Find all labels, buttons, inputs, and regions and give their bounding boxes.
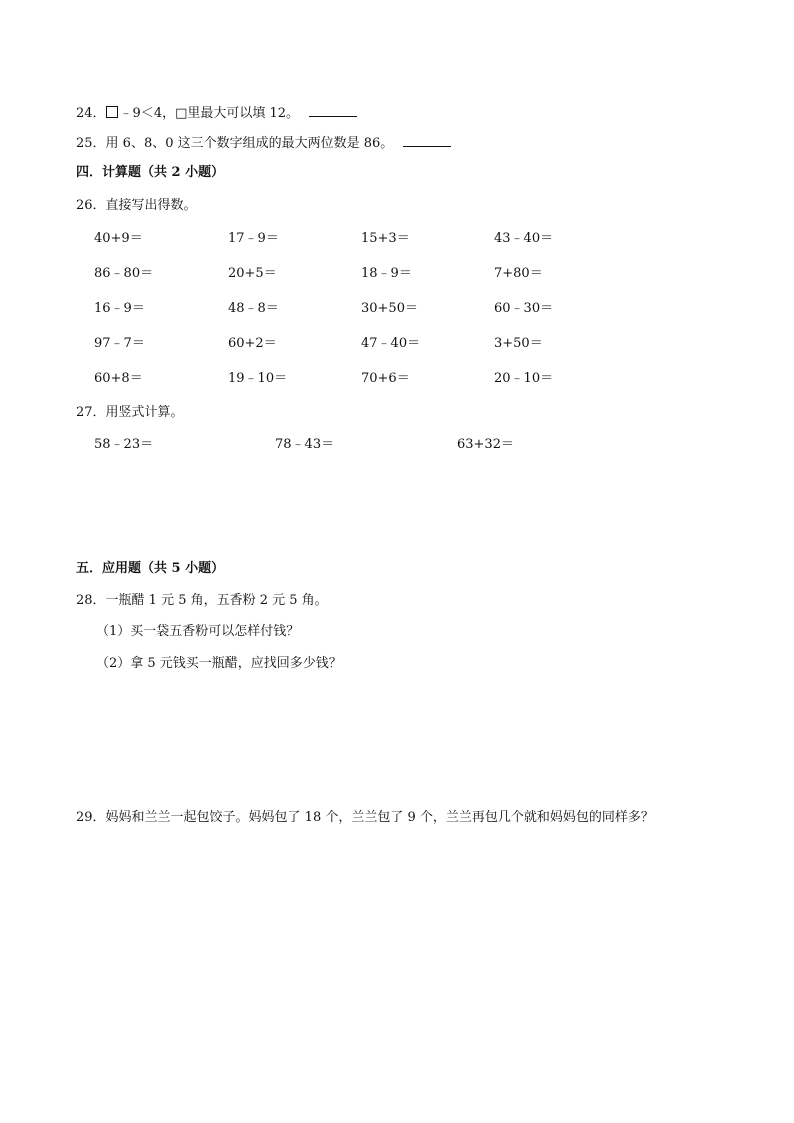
calc-item: 43﹣40＝ <box>494 231 554 246</box>
calc-item: 7+80＝ <box>494 266 543 281</box>
calc-item: 60﹣30＝ <box>494 301 554 316</box>
calc-item: 20+5＝ <box>228 266 277 281</box>
calc-item: 70+6＝ <box>361 371 410 386</box>
calc-item: 60+2＝ <box>228 336 277 351</box>
calc-item: 16﹣9＝ <box>94 301 145 316</box>
calc-item: 40+9＝ <box>94 231 143 246</box>
calc-item: 97﹣7＝ <box>94 336 145 351</box>
question-28-sub-2: （2）拿 5 元钱买一瓶醋，应找回多少钱？ <box>96 656 342 671</box>
section-5-heading: 五．应用题（共 5 小题） <box>76 561 225 576</box>
box-placeholder-icon <box>106 106 118 118</box>
question-24-number: 24． <box>76 106 106 121</box>
question-28-title: 28．一瓶醋 1 元 5 角，五香粉 2 元 5 角。 <box>76 593 328 608</box>
question-24 <box>76 104 357 123</box>
question-29: 29．妈妈和兰兰一起包饺子。妈妈包了 18 个，兰兰包了 9 个，兰兰再包几个就和妈妈包的同样多？ <box>76 810 654 825</box>
vertical-calc-item: 63+32＝ <box>457 437 514 452</box>
question-25-text: 25．用 6、8、0 这三个数字组成的最大两位数是 86。 <box>76 136 394 151</box>
question-27-title: 27．用竖式计算。 <box>76 405 184 420</box>
calc-item: 3+50＝ <box>494 336 543 351</box>
question-25 <box>76 134 451 153</box>
calc-item: 18﹣9＝ <box>361 266 412 281</box>
question-28-sub-1: （1）买一袋五香粉可以怎样付钱？ <box>96 624 300 639</box>
calc-item: 20﹣10＝ <box>494 371 554 386</box>
calc-item: 60+8＝ <box>94 371 143 386</box>
vertical-calc-item: 78﹣43＝ <box>275 437 335 452</box>
question-24-text: ﹣9＜4，□里最大可以填 12。 <box>119 106 300 121</box>
calc-item: 15+3＝ <box>361 231 410 246</box>
calc-item: 30+50＝ <box>361 301 418 316</box>
calc-item: 47﹣40＝ <box>361 336 421 351</box>
section-4-heading: 四．计算题（共 2 小题） <box>76 165 225 180</box>
answer-blank-24[interactable] <box>309 104 357 117</box>
answer-blank-25[interactable] <box>403 134 451 147</box>
vertical-calc-item: 58﹣23＝ <box>94 437 154 452</box>
calc-item: 86﹣80＝ <box>94 266 154 281</box>
calc-item: 19﹣10＝ <box>228 371 288 386</box>
calc-item: 48﹣8＝ <box>228 301 279 316</box>
question-26-title: 26．直接写出得数。 <box>76 198 197 213</box>
calc-item: 17﹣9＝ <box>228 231 279 246</box>
